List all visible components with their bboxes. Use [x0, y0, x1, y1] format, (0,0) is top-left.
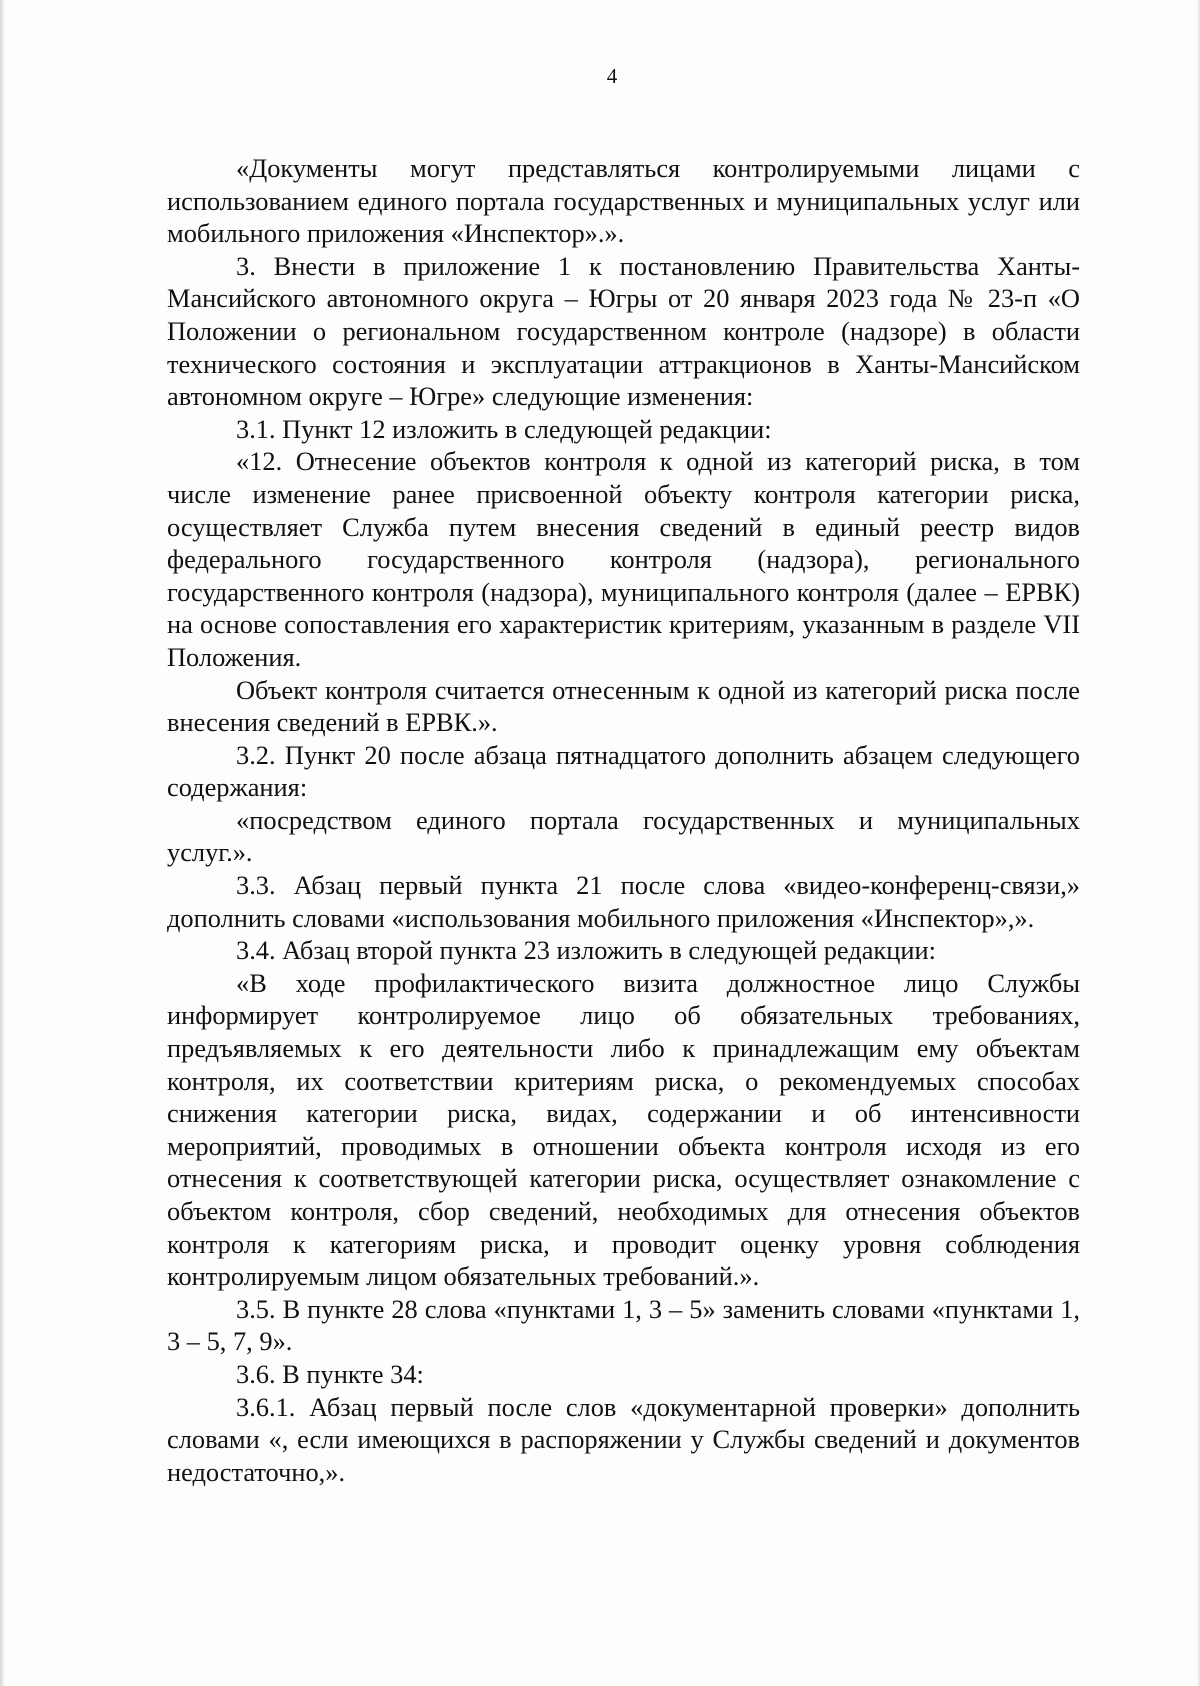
paragraph-item-3: 3. Внести в приложение 1 к постановлению Правительства Ханты-Мансийского автономного округа – Югры от 20 января 2023 года № 23-п «О Положении о региональном государственном контроле (надзоре) в области технического состояния и эксплуатации аттракционов в Ханты-Мансийском автономном округе – Югре» следующие изменения: [167, 250, 1080, 412]
paragraph-item-3-1: 3.1. Пункт 12 изложить в следующей редакции: [236, 413, 772, 444]
scan-edge-left [0, 0, 4, 1686]
paragraph-item-3-4: 3.4. Абзац второй пункта 23 изложить в следующей редакции: [236, 935, 936, 966]
paragraph-quote-preventive-visit: «В ходе профилактического визита должностное лицо Службы информирует контролируемое лицо об обязательных требованиях, предъявляемых к его деятельности либо к принадлежащим ему объектам контроля, их соответствии критериям риска, о рекомендуемых способах снижения категории риска, видах, содержании и об интенсивности мероприятий, проводимых в отношении объекта контроля исходя из его отнесения к соответствующей категории риска, осуществляет ознакомление с объектом контроля, сбор сведений, необходимых для отнесения объектов контроля к категориям риска, и проводит оценку уровня соблюдения контролируемым лицом обязательных требований.». [167, 967, 1080, 1292]
paragraph-quote-portal: «посредством единого портала государственных и муниципальных услуг.». [167, 804, 1080, 868]
paragraph-item-3-3: 3.3. Абзац первый пункта 21 после слова «видео-конференц-связи,» дополнить словами «использования мобильного приложения «Инспектор»,». [167, 870, 1080, 933]
paragraph-quote-documents: «Документы могут представляться контролируемыми лицами с использованием единого портала государственных и муниципальных услуг или мобильного приложения «Инспектор».». [167, 153, 1080, 249]
paragraph-item-3-6: 3.6. В пункте 34: [236, 1358, 424, 1389]
paragraph-item-3-2: 3.2. Пункт 20 после абзаца пятнадцатого дополнить абзацем следующего содержания: [167, 739, 1080, 803]
paragraph-item-3-5: 3.5. В пункте 28 слова «пунктами 1, 3 – 5» заменить словами «пунктами 1, 3 – 5, 7, 9». [167, 1293, 1080, 1357]
page-number: 4 [606, 64, 618, 88]
paragraph-risk-category: Объект контроля считается отнесенным к одной из категорий риска после внесения сведений в ЕРВК.». [167, 674, 1080, 738]
paragraph-item-3-6-1: 3.6.1. Абзац первый после слов «документарной проверки» дополнить словами «, если имеющихся в распоряжении у Службы сведений и документов недостаточно,». [167, 1391, 1080, 1487]
document-body [167, 152, 1080, 1488]
paragraph-quote-item-12: «12. Отнесение объектов контроля к одной из категорий риска, в том числе изменение ранее присвоенной объекту контроля категории риска, осуществляет Служба путем внесения сведений в единый реестр видов федерального государственного контроля (надзора), регионального государственного контроля (надзора), муниципального контроля (далее – ЕРВК) на основе сопоставления его характеристик критериям, указанным в разделе VII Положения. [167, 446, 1080, 672]
